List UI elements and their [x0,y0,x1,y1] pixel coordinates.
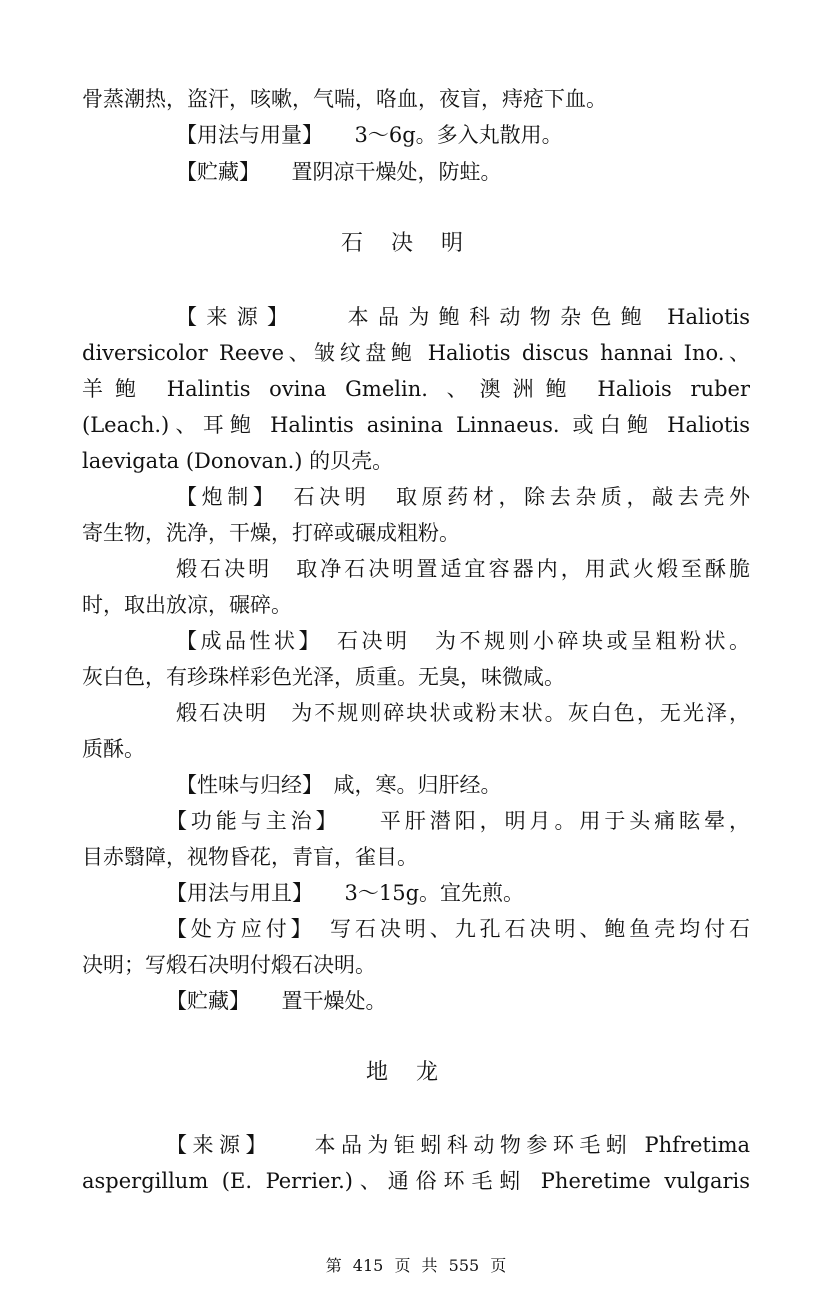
current-page-number: 415 [352,1256,384,1275]
text-line: laevigata (Donovan.) 的贝壳。 [82,449,394,473]
text-line: aspergillum (E. Perrier.)、通俗环毛蚓 Pheretime vulgaris [82,1169,750,1193]
section-heading-shijueming: 石决明 [340,231,491,256]
text-line: 灰白色，有珍珠样彩色光泽，质重。无臭，味微咸。 [82,665,565,689]
text-line: 时，取出放凉，碾碎。 [82,593,292,617]
processing-line: 【炮制】 石决明 取原药材，除去杂质，敲去壳外 [176,485,750,509]
footer-page-word: 页 [394,1256,411,1275]
text-line: 煅石决明 取净石决明置适宜容器内，用武火煅至酥脆 [176,557,750,581]
usage-dosage-line: 【用法与用量】 3～6g。多入丸散用。 [176,123,563,147]
source-line: 【来源】 本品为钜蚓科动物参环毛蚓 Phfretima [166,1133,750,1157]
storage-line: 【贮藏】 置阴凉干燥处，防蛀。 [176,160,502,184]
text-line: 质酥。 [82,737,145,761]
text-line: 羊鲍 Halintis ovina Gmelin. 、澳洲鲍 Haliois ruber [82,377,750,401]
footer-prefix: 第 [325,1256,342,1275]
appearance-line: 【成品性状】 石决明 为不规则小碎块或呈粗粉状。 [176,629,750,653]
prescription-line: 【处方应付】 写石决明、九孔石决明、鲍鱼壳均付石 [166,917,750,941]
footer-total-word: 共 [421,1256,438,1275]
footer-suffix: 页 [490,1256,507,1275]
text-line: diversicolor Reeve、皱纹盘鲍 Haliotis discus hannai Ino.、 [82,341,750,365]
page-footer [0,1255,832,1277]
text-line: 骨蒸潮热，盗汗，咳嗽，气喘，咯血，夜盲，痔疮下血。 [82,87,607,111]
storage-line: 【贮藏】 置干燥处。 [166,989,387,1013]
source-line: 【来源】 本品为鲍科动物杂色鲍 Haliotis [176,305,750,329]
function-line: 【功能与主治】 平肝潜阳，明月。用于头痛眩晕， [166,809,750,833]
text-line: 目赤翳障，视物昏花，青盲，雀目。 [82,845,418,869]
taste-meridian-line: 【性味与归经】 咸，寒。归肝经。 [176,773,502,797]
text-line: 寄生物，洗净，干燥，打碎或碾成粗粉。 [82,521,460,545]
text-line: 煅石决明 为不规则碎块状或粉末状。灰白色，无光泽， [176,701,750,725]
text-line: (Leach.)、耳鲍 Halintis asinina Linnaeus. 或白鲍 Haliotis [82,413,750,437]
section-heading-dilong: 地龙 [365,1060,466,1085]
usage-dosage-line: 【用法与用且】 3～15g。宜先煎。 [166,881,525,905]
total-page-number: 555 [448,1256,480,1275]
text-line: 决明；写煅石决明付煅石决明。 [82,953,376,977]
